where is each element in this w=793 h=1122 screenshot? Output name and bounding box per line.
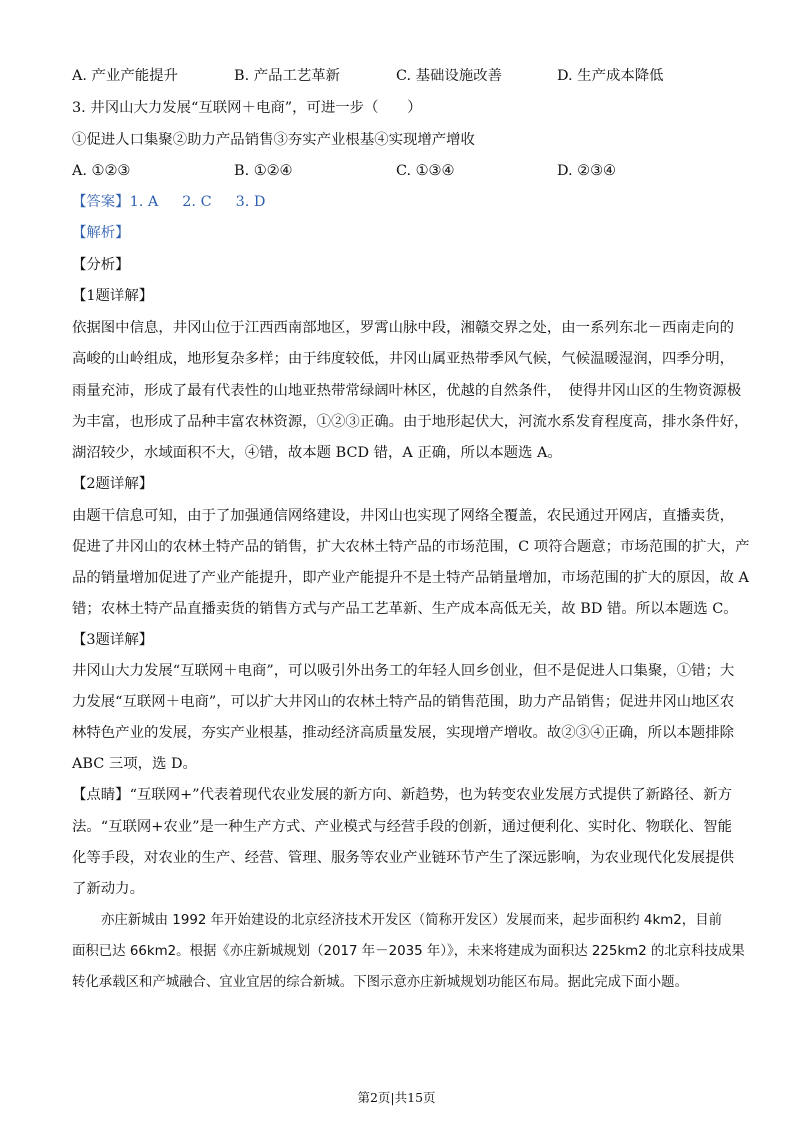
answer-tag: 【答案】	[72, 194, 130, 210]
detail1-line: 雨量充沛，形成了最有代表性的山地亚热带常绿阔叶林区，优越的自然条件， 使得井冈山区的生物资源极	[72, 383, 742, 399]
dianjing-line: 法。“互联网+农业”是一种生产方式、产业模式与经营手段的创新，通过便利化、实时化、物联化、智能	[72, 819, 732, 835]
fenxi-label: 【分析】	[72, 257, 130, 273]
passage-line: 面积已达 66km2。根据《亦庄新城规划（2017 年－2035 年）》，未来将建成为面积达 225km2 的北京科技成果	[72, 944, 745, 959]
detail1-line: 湖沼较少，水域面积不大，④错，故本题 BCD 错，A 正确，所以本题选 A。	[72, 445, 562, 461]
passage-line: 转化承载区和产城融合、宜业宜居的综合新城。下图示意亦庄新城规划功能区布局。据此完成下面小题。	[72, 975, 688, 990]
detail2-heading: 【2题详解】	[72, 476, 154, 492]
q3-option-c: C. ①③④	[396, 163, 455, 179]
page-footer: 第2页|共15页	[357, 1090, 436, 1105]
q3-option-b: B. ①②④	[234, 163, 293, 179]
q3-stem: 3. 井冈山大力发展“互联网＋电商”，可进一步（ ）	[72, 100, 422, 116]
answer-q2: 2. C	[182, 194, 212, 210]
detail3-line: 力发展“互联网＋电商”，可以扩大井冈山的农林土特产品的销售范围，助力产品销售；促进井冈山地区农	[72, 694, 735, 710]
q2-option-c: C. 基础设施改善	[396, 68, 502, 84]
detail3-line: 林特色产业的发展，夯实产业根基，推动经济高质量发展，实现增产增收。故②③④正确，所以本题排除	[72, 725, 734, 741]
detail1-heading: 【1题详解】	[72, 288, 154, 304]
q2-option-d: D. 生产成本降低	[557, 68, 664, 84]
detail2-line: 由题干信息可知，由于了加强通信网络建设，井冈山也实现了网络全覆盖，农民通过开网店，直播卖货，	[72, 508, 734, 524]
answer-q3: 3. D	[235, 194, 266, 210]
q2-option-a: A. 产业产能提升	[72, 68, 178, 84]
answer-q1: 1. A	[129, 194, 159, 210]
q3-option-d: D. ②③④	[557, 163, 616, 179]
detail1-line: 依据图中信息，井冈山位于江西西南部地区，罗霄山脉中段，湘赣交界之处，由一系列东北－西南走向的	[72, 320, 734, 336]
detail2-line: 促进了井冈山的农林土特产品的销售，扩大农林土特产品的市场范围，C 项符合题意；市场范围的扩大，产	[72, 539, 750, 555]
detail2-line: 错；农林土特产品直播卖货的销售方式与产品工艺革新、生产成本高低无关，故 BD 错。所以本题选 C。	[72, 601, 738, 617]
dianjing-line	[72, 785, 732, 805]
answer-line	[72, 192, 722, 212]
detail2-line: 品的销量增加促进了产业产能提升，即产业产能提升不是土特产品销量增加，市场范围的扩大的原因，故 A	[72, 570, 749, 586]
passage-line: 亦庄新城由 1992 年开始建设的北京经济技术开发区（简称开发区）发展而来，起步面积约 4km2，目前	[101, 913, 722, 928]
jiexi-label: 【解析】	[72, 225, 130, 241]
q3-option-a: A. ①②③	[72, 163, 131, 179]
detail3-line: 井冈山大力发展“互联网＋电商”，可以吸引外出务工的年轻人回乡创业，但不是促进人口集聚，①错；大	[72, 663, 735, 679]
dianjing-label: 【点睛】	[72, 787, 130, 803]
dianjing-line: 了新动力。	[72, 881, 144, 897]
q2-option-b: B. 产品工艺革新	[234, 68, 341, 84]
detail3-heading: 【3题详解】	[72, 632, 154, 648]
detail1-line: 高峻的山岭组成，地形复杂多样；由于纬度较低，井冈山属亚热带季风气候，气候温暖湿润，四季分明，	[72, 351, 734, 367]
detail3-line: ABC 三项，选 D。	[72, 756, 197, 772]
dianjing-line: 化等手段，对农业的生产、经营、管理、服务等农业产业链环节产生了深远影响，为农业现代化发展提供	[72, 850, 734, 866]
q3-statements: ①促进人口集聚②助力产品销售③夯实产业根基④实现增产增收	[72, 132, 475, 148]
dianjing-text: “互联网+”代表着现代农业发展的新方向、新趋势，也为转变农业发展方式提供了新路径、新方	[129, 787, 732, 803]
detail1-line: 为丰富，也形成了品种丰富农林资源，①②③正确。由于地形起伏大，河流水系发育程度高，排水条件好，	[72, 414, 749, 430]
